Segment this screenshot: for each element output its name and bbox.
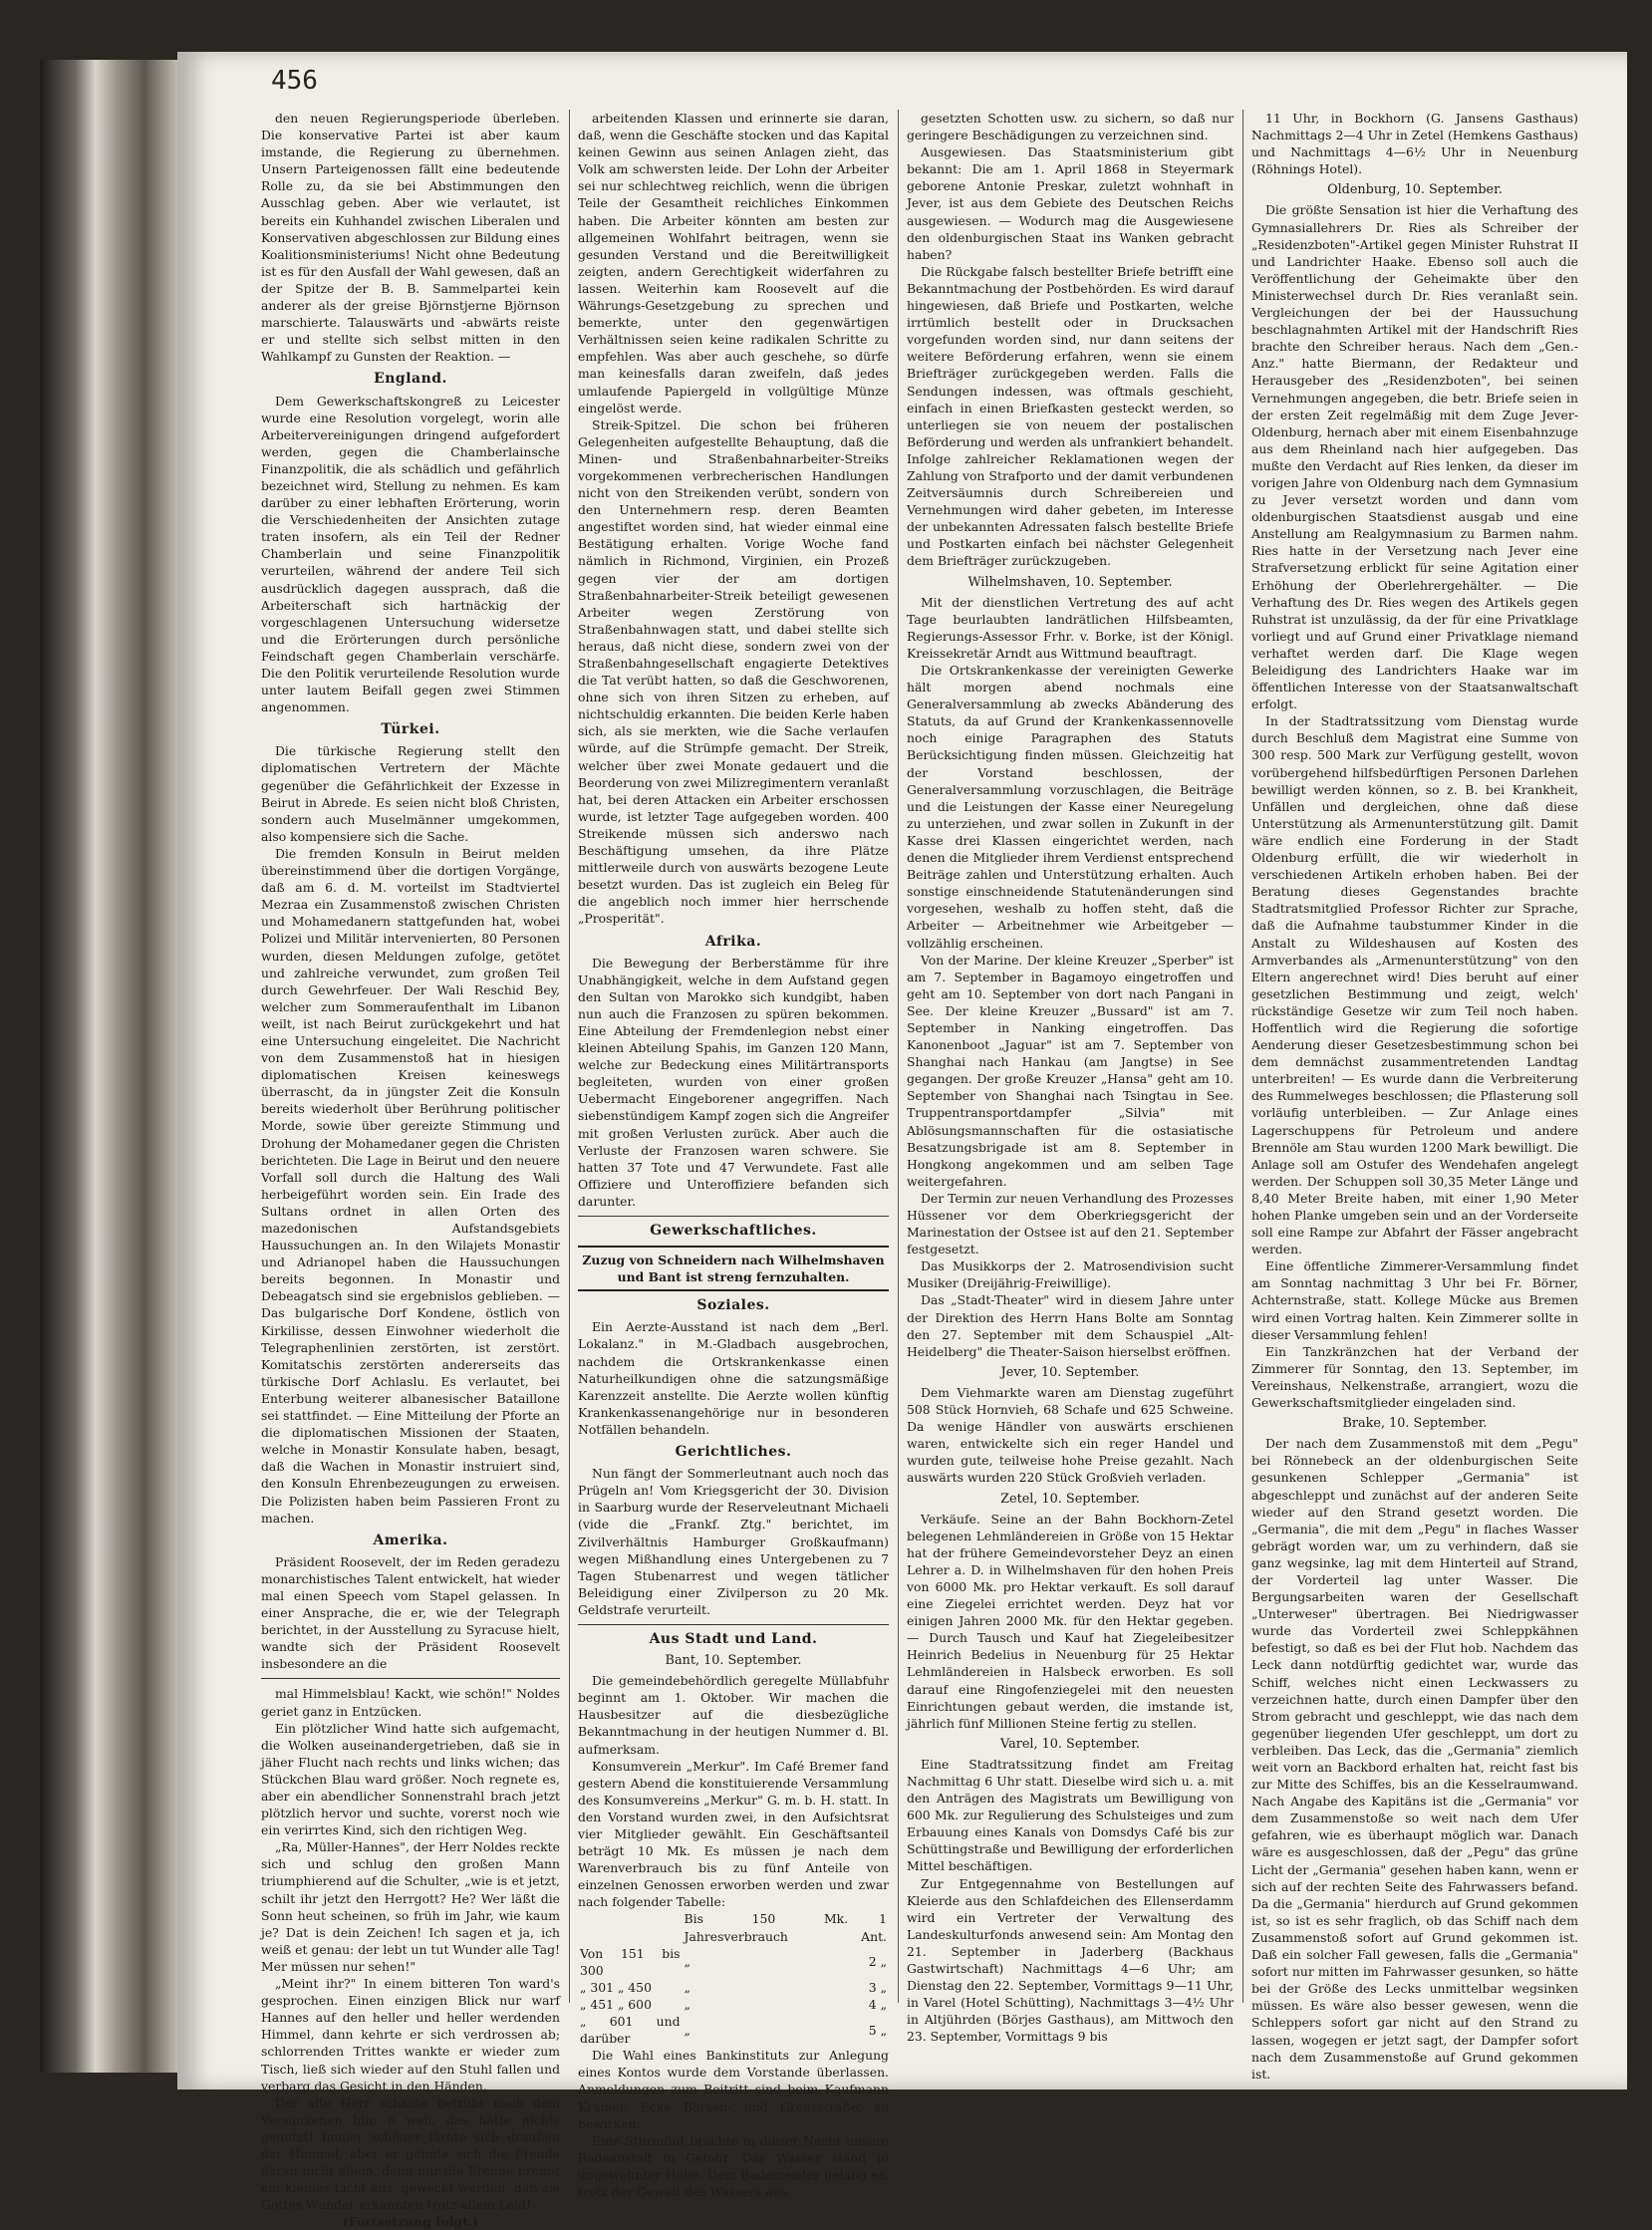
article-paragraph: Ein plötzlicher Wind hatte sich aufgemacht, die Wolken auseinandergetrieben, daß sie in jäher Flucht nach rechts und links wichen; das Stückchen Blau ward größer. Noch regnete es, aber ein abendlicher Sonnenstrahl brach jetzt plötzlich hervor und suchte, vorerst noch wie ein verirrtes Kind, sich den richtigen Weg. xyxy=(261,1720,560,1838)
article-paragraph: „Meint ihr?" In einem bitteren Ton ward's gesprochen. Einen einzigen Blick nur warf Hannes auf den heller und heller werdenden Himmel, dann kehrte er sich verdrossen ab; schlorrenden Trittes wankte er wieder zum Tisch, ließ sich wieder auf den Stuhl fallen und verbarg das Gesicht in den Händen. xyxy=(261,1976,560,2093)
article-paragraph: Ausgewiesen. Das Staatsministerium gibt bekannt: Die am 1. April 1868 in Steyermark geborene Antonie Preskar, zuletzt wohnhaft in Jever, ist aus dem Gebiete des Deutschen Reichs ausgewiesen. — Wodurch mag die Ausgewiesene den oldenburgischen Staat ins Wanken gebracht haben? xyxy=(907,144,1234,262)
dateline: Oldenburg, 10. September. xyxy=(1327,182,1503,198)
article-columns xyxy=(261,110,1611,2230)
table-cell xyxy=(578,1910,683,1944)
dateline: Zetel, 10. September. xyxy=(1000,1491,1140,1507)
section-heading: Amerika. xyxy=(373,1532,448,1548)
article-paragraph: Nun fängt der Sommerleutnant auch noch das Prügeln an! Vom Kriegsgericht der 30. Division in Saarburg wurde der Reserveleutnant Michaeli (vide die „Frankf. Ztg." berichtet, im Zivilverhältnis Hamburger Großkaufmann) wegen Mißhandlung eines Untergebenen zu 7 Tagen Stubenarrest und wegen tätlicher Beleidigung einer Zivilperson zu 20 Mk. Geldstrafe verurteilt. xyxy=(578,1466,889,1617)
section-heading: Aus Stadt und Land. xyxy=(649,1630,818,1647)
table-row xyxy=(578,1996,889,2013)
article-paragraph: Eine Sturmflut brachte in dieser Nacht unsere Badeanstalt in Gefahr. Das Wasser stand in ungewohnter Höhe. Dem Bademeister gelang es, trotz der Gewalt des Wassers aus- xyxy=(578,2132,889,2199)
article-paragraph: 11 Uhr, in Bockhorn (G. Jansens Gasthaus) Nachmittags 2—4 Uhr in Zetel (Hemkens Gasthaus) und Nachmittags 4—6½ Uhr in Neuenburg (Röhnings Hotel). xyxy=(1251,111,1578,177)
table-cell: „ 601 und darüber xyxy=(580,2014,681,2047)
article-paragraph: Die türkische Regierung stellt den diplomatischen Vertretern der Mächte gegenüber die Gefährlichkeit der Exzesse in Beirut in Abrede. Es seien nicht bloß Christen, sondern auch Muselmänner umgekommen, also kompensiere sich die Sache. xyxy=(261,743,560,844)
table-cell: „ xyxy=(684,2022,690,2038)
article-paragraph: Verkäufe. Seine an der Bahn Bockhorn-Zetel belegenen Lehmländereien in Größe von 15 Hektar hat der frühere Gemeindevorsteher Deyz an einen Lehrer a. D. in Wilhelmshaven für den hohen Preis von 6000 Mk. pro Hektar verkauft. Es soll darauf eine Ziegelei errichtet werden. Deyz hat vor einigen Jahren 2000 Mk. für den Hektar gegeben. — Durch Tausch und Kauf hat Ziegeleibesitzer Heinrich Bedelius in Neuenburg für 25 Hektar Lehmländereien in Halsbeck erworben. Es soll darauf eine Ringofenziegelei mit den neuesten Einrichtungen gebaut werden, die imstande ist, jährlich fünf Millionen Steine fertig zu stellen. xyxy=(907,1511,1234,1731)
table-row xyxy=(578,1979,889,1996)
section-rule xyxy=(578,1216,889,1217)
article-paragraph: Die Ortskrankenkasse der vereinigten Gewerke hält morgen abend nochmals eine Generalversammlung ab zwecks Abänderung des Statuts, da auf Grund der Krankenkassennovelle noch einige Paragraphen des Statuts Berücksichtigung finden müssen. Gleichzeitig hat der Vorstand beschlossen, der Generalversammlung vorzuschlagen, die Beiträge und die Leistungen der Kasse einer Neuregelung zu unterziehen, und zwar sollen in Zukunft in der Kasse drei Klassen eingerichtet werden, nach denen die Mitglieder ihrem Verdienst entsprechend Beiträge zahlen und Unterstützung erhalten. Auch sonstige einschneidende Statutenänderungen sind vorgesehen, weshalb zu hoffen steht, daß die Arbeiter — Arbeitnehmer wie Arbeitgeber — vollzählig erscheinen. xyxy=(907,663,1234,951)
table-cell: „ 301 „ 450 xyxy=(580,1979,652,1995)
table-cell: „ xyxy=(684,1979,690,1995)
table-row xyxy=(578,1945,889,1979)
article-paragraph: Das Musikkorps der 2. Matrosendivision sucht Musiker (Dreijährig-Freiwillige). xyxy=(907,1258,1234,1291)
article-paragraph: „Ra, Müller-Hannes", der Herr Noldes reckte sich und schlug den großen Mann triumphierend auf die Schulter, „wie is et jetzt, schilt ihr jetzt den Herrgott? He? Wer läßt die Sonn heut scheinen, so früh im Jahr, wie kaum je? Dat is dein Zeichen! Ich sagen et ja, ich weiß et genau: der lebt un tut Wunder alle Tag! Mer müssen nur sehen!" xyxy=(261,1839,560,1974)
table-row xyxy=(578,1910,889,1944)
article-paragraph: den neuen Regierungsperiode überleben. Die konservative Partei ist aber kaum imstande, die Regierung zu übernehmen. Unsern Parteigenossen fällt eine bedeutende Rolle zu, da sie bei Abstimmungen den Ausschlag geben. Aber wie verlautet, ist bereits ein Kuhhandel zwischen Liberalen und Konservativen abgeschlossen zur Bildung eines Koalitionsministeriums! Nicht ohne Bedeutung ist es für den Ausfall der Wahl gewesen, daß an der Spitze der B. B. Sammelpartei kein anderer als der greise Björnstjerne Björnson marschierte. Talauswärts und -abwärts reiste er und stellte sich selbst mitten in den Wahlkampf zu Gunsten der Reaktion. — xyxy=(261,111,560,365)
article-paragraph: Mit der dienstlichen Vertretung des auf acht Tage beurlaubten landrätlichen Hilfsbeamten, Regierungs-Assessor Frhr. v. Borke, ist der Königl. Kreissekretär Arndt aus Wittmund beauftragt. xyxy=(907,594,1234,661)
article-paragraph: arbeitenden Klassen und erinnerte sie daran, daß, wenn die Geschäfte stocken und das Kapital keinen Gewinn aus seinen Anlagen zieht, das Volk am schwersten leide. Der Lohn der Arbeiter sei nur schlechtweg reichlich, wenn die übrigen Teile der Gesamtheit reichliches Einkommen haben. Die Arbeiter könnten am besten zur allgemeinen Wohlfahrt beitragen, wenn sie gesunden Verstand und die Bereitwilligkeit zeigten, andern Gerechtigkeit widerfahren zu lassen. Weiterhin kam Roosevelt auf die Währungs-Gesetzgebung zu sprechen und bemerkte, unter den gegenwärtigen Verhältnissen seien keine radikalen Schritte zu empfehlen. Was aber auch geschehe, so dürfe man keinesfalls daran zweifeln, daß jedes umlaufende Papiergeld in vollgültige Münze eingelöst werde. xyxy=(578,111,889,416)
table-cell: Bis 150 Mk. Jahresverbrauch xyxy=(684,1911,849,1944)
column-divider xyxy=(569,110,570,2003)
dateline: Wilhelmshaven, 10. September. xyxy=(967,574,1173,590)
continuation-note: (Fortsetzung folgt.) xyxy=(343,2214,478,2230)
section-heading: Gerichtliches. xyxy=(675,1444,792,1461)
table-cell: „ xyxy=(684,1996,690,2012)
section-heading: Türkei. xyxy=(381,721,440,738)
article-paragraph: Ein Tanzkränzchen hat der Verband der Zimmerer für Sonntag, den 13. September, im Vereinshaus, Nelkenstraße, arrangiert, wozu die Gewerkschaftsmitglieder eingeladen sind. xyxy=(1251,1343,1578,1411)
section-heading: England. xyxy=(374,371,447,388)
section-rule xyxy=(578,1624,889,1625)
article-paragraph: In der Stadtratssitzung vom Dienstag wurde durch Beschluß dem Magistrat eine Summe von 300 resp. 500 Mark zur Verfügung gestellt, wovon vorübergehend hilfsbedürftigen Personen Darlehen bewilligt werden können, so z. B. bei Krankheit, Unfällen und dergleichen, ohne daß diese Unterstützung als Armenunterstützung gilt. Damit wäre endlich eine Forderung in der Stadt Oldenburg erfüllt, die wir wiederholt in verschiedenen Artikeln erhoben haben. Bei der Beratung dieses Gegenstandes brachte Stadtratsmitglied Professor Richter zur Sprache, daß die Aufnahme taubstummer Kinder in die Anstalt zu Wildeshausen auf Kosten des Armverbandes als „Armenunterstützung" von den Eltern angerechnet wird! Dies beruht auf einer gesetzlichen Bestimmung und zeigt, welch' rückständige Gesetze wir zum Teil noch haben. Hoffentlich wird die Regierung die sofortige Aenderung dieser Gesetzesbestimmung schon bei dem demnächst zusammentretenden Landtag unterbreiten! — Es wurde dann die Verbreiterung des Rummelweges beschlossen; die Pflasterung soll vorläufig unterbleiben. — Zur Anlage eines Lagerschuppens für Petroleum und andere Brennöle am Stau wurden 1200 Mark bewilligt. Die Anlage soll am Ostufer des Wendehafen angelegt werden. Der Schuppen soll 30,35 Meter Länge und 8,40 Meter Breite haben, mit einer 1,90 Meter hohen Planke umgeben sein und an der Vorderseite soll eine Rampe zur Abfahrt der Fässer angebracht werden. xyxy=(1251,713,1578,1257)
article-paragraph: Die fremden Konsuln in Beirut melden übereinstimmend über die dortigen Vorgänge, daß am 6. d. M. vorteilst im Stadtviertel Mezraa ein Zusammenstoß zwischen Christen und Mohamedanern stattgefunden hat, wobei Polizei und Militär intervenierten, 80 Personen wurden, diesen Meldungen zufolge, getötet und zahlreiche verwundet, zum großen Teil durch Gewehrfeuer. Der Wali Reschid Bey, welcher zum Sommeraufenthalt im Libanon weilt, ist nach Beirut zurückgekehrt und hat eine Untersuchung eingeleitet. Die Nachricht von dem Zusammenstoß hat in hiesigen diplomatischen Kreisen keineswegs überrascht, da in jüngster Zeit die Konsuln bereits wiederholt über Berührung politischer Morde, sowie über gereizte Stimmung und Drohung der Mohamedaner gegen die Christen berichteten. Die Lage in Beirut und den neuere Vorfall soll durch die Haltung des Wali herbeigeführt worden sein. Ein Irade des Sultans ordnet in allen Orten des mazedonischen Aufstandsgebiets Haussuchungen an. In den Wilajets Monastir und Adrianopel haben die Haussuchungen bereits begonnen. In Monastir und Debeagatsch sind sie ergebnislos geblieben. — Das bulgarische Dorf Kondene, östlich von Kirkilisse, dessen Einwohner wiederholt die Telegraphenlinien zerstörten, ist zerstört. Komitatschis zerstörten andererseits das türkische Dorf Achlaslu. Es verlautet, bei Enterbung weiterer albanesischer Bataillone sei stattfindet. — Eine Mitteilung der Pforte an die diplomatischen Missionen der Staaten, welche in Monastir Konsulate haben, besagt, daß die Wachen in Monastir instruiert sind, den Konsuln Ehrenbezeugungen zu erweisen. Die Polizisten haben beim Passieren Front zu machen. xyxy=(261,845,560,1526)
column-divider xyxy=(898,110,899,2003)
dateline: Brake, 10. September. xyxy=(1342,1416,1488,1432)
article-paragraph: Eine öffentliche Zimmerer-Versammlung findet am Sonntag nachmittag 3 Uhr bei Fr. Börner, Achternstraße, statt. Kollege Mücke aus Bremen wird einen Vortrag halten. Kein Zimmerer sollte in dieser Versammlung fehlen! xyxy=(1251,1258,1578,1342)
article-paragraph: Ein Aerzte-Ausstand ist nach dem „Berl. Lokalanz." in M.-Gladbach ausgebrochen, nachdem die Ortskrankenkasse einen Naturheilkundigen ohne die satzungsmäßige Karenzzeit anstellte. Die Aerzte wollen künftig Krankenkassenangehörige nur in besonderen Notfällen behandeln. xyxy=(578,1319,889,1437)
page-number: 456 xyxy=(271,66,318,96)
column-1 xyxy=(261,110,560,2230)
article-paragraph: Die Bewegung der Berberstämme für ihre Unabhängigkeit, welche in dem Aufstand gegen den Sultan von Marokko sich kundgibt, haben nun auch die Franzosen zu spüren bekommen. Eine Abteilung der Fremdenlegion nebst einer kleinen Abteilung Spahis, im Ganzen 120 Mann, welche zur Bedeckung eines Militärtransports begleiteten, wurden von einer großen Uebermacht Eingeborener angegriffen. Nach siebenstündigem Kampf zogen sich die Angreifer mit großen Verlusten zurück. Aber auch die Verluste der Franzosen waren schwere. Sie hatten 37 Tote und 47 Verwundete. Fast alle Offiziere und Unteroffiziere befanden sich darunter. xyxy=(578,955,889,1209)
section-rule xyxy=(261,1678,560,1679)
article-paragraph: Streik-Spitzel. Die schon bei früheren Gelegenheiten aufgestellte Behauptung, daß die Minen- und Straßenbahnarbeiter-Streiks vorgekommenen verbrecherischen Handlungen nicht von den Streikenden verübt, sondern von den Unternehmern resp. deren Beamten angestiftet worden sind, hat wieder einmal eine Bestätigung erhalten. Vorige Woche fand nämlich in Richmond, Virginien, ein Prozeß gegen vier der am dortigen Straßenbahnarbeiter-Streik beteiligt gewesenen Arbeiter wegen Zerstörung von Straßenbahnwagen statt, und dabei stellte sich heraus, daß nicht diese, sondern zwei von der Straßenbahngesellschaft engagierte Detektives die Tat verübt hatten, so daß die Geschworenen, ohne sich von ihren Sitzen zu erheben, auf nichtschuldig erkannten. Die beiden Kerle haben sich, als sie merkten, wie die Sache verlaufen würde, auf die Strümpfe gemacht. Der Streik, welcher über zwei Monate gedauert und die Beorderung von zwei Milizregimentern veranlaßt hat, bei deren Attacken ein Arbeiter erschossen wurde, ist letzter Tage aufgegeben worden. 400 Streikende müssen sich anderswo nach Beschäftigung umsehen, da ihre Plätze mittlerweile durch von auswärts bezogene Leute besetzt wurden. Das ist zugleich ein Beleg für die angeblich noch immer hier herrschende „Prosperität". xyxy=(578,417,889,927)
article-paragraph: Präsident Roosevelt, der im Reden geradezu monarchistisches Talent entwickelt, hat wieder mal einen Speech vom Stapel gelassen. In einer Ansprache, die er, wie der Telegraph berichtet, in der Ausstellung zu Syracuse hielt, wandte sich der Präsident Roosevelt insbesondere an die xyxy=(261,1553,560,1672)
table-cell: 5 „ xyxy=(868,2022,887,2038)
table-cell: 2 „ xyxy=(868,1954,887,1970)
article-paragraph: Das „Stadt-Theater" wird in diesem Jahre unter der Direktion des Herrn Hans Bolte am Sonntag den 27. September mit dem Schauspiel „Alt-Heidelberg" die Theater-Saison hierselbst eröffnen. xyxy=(907,1292,1234,1359)
dateline: Jever, 10. September. xyxy=(1000,1364,1140,1380)
column-4 xyxy=(1251,110,1578,2082)
column-divider xyxy=(1242,110,1243,2003)
dateline: Bant, 10. September. xyxy=(665,1653,802,1669)
section-heading: Soziales. xyxy=(696,1297,770,1314)
article-paragraph: Der Termin zur neuen Verhandlung des Prozesses Hüssener vor dem Oberkriegsgericht der Marinestation der Ostsee ist auf den 21. September festgesetzt. xyxy=(907,1190,1234,1257)
article-paragraph: Der alte Herr schaute betrübt nach dem Versunkenen hin: o weh, das hatte nichts genutzt! Immer schöner färbte sich draußen der Himmel, aber er gönnte sich die Freude daran nicht allein, denn nur die Freude brennt ein kleines Licht aus, geweckt werden, daß sie Gottes Wunder erkannten trotz allem Leid! xyxy=(261,2094,560,2213)
article-paragraph: Die Rückgabe falsch bestellter Briefe betrifft eine Bekanntmachung der Postbehörden. Es wird darauf hingewiesen, daß Briefe und Postkarten, welche irrtümlich bestellt oder in Drucksachen vorgefunden worden sind, nur dann seitens der weitere Beförderung erfahren, wenn sie einem Briefträger zurückgegeben werden. Falls die Sendungen indessen, was oftmals geschieht, einfach in einen Briefkasten gesteckt werden, so unterliegen sie von neuem der postalischen Beförderung und werden als unfrankiert behandelt. Infolge zahlreicher Reklamationen wegen der Zahlung von Strafporto und der damit verbundenen Zeitversäumnis durch Schreibereien und Vernehmungen wird daher gebeten, im Interesse der unbekannten Adressaten falsch bestellte Briefe und Postkarten einfach bei nächster Gelegenheit dem Briefträger zurückzugeben. xyxy=(907,263,1234,569)
column-3 xyxy=(907,110,1234,2045)
table-cell: „ xyxy=(684,1954,690,1970)
table-cell: 3 „ xyxy=(868,1979,887,1995)
share-table xyxy=(578,1910,889,2047)
table-cell: 4 „ xyxy=(868,1996,887,2012)
article-paragraph: Die größte Sensation ist hier die Verhaftung des Gymnasiallehrers Dr. Ries als Schreiber der „Residenzboten"-Artikel gegen Minister Ruhstrat II und Landrichter Haake. Ebenso soll auch die Veröffentlichung der Geheimakte über den Ministerwechsel durch Dr. Ries veranlaßt sein. Vergleichungen der bei der Haussuchung beschlagnahmten Artikel mit der Handschrift Ries brachte den Schreiber heraus. Nach dem „Gen.-Anz." hatte Biermann, der Redakteur und Herausgeber des „Residenzboten", bei seinen Vernehmungen angegeben, die betr. Briefe seien in der ersten Zeit regelmäßig mit dem Zuge Jever-Oldenburg, hernach aber mit einem Eisenbahnzuge aus dem Rheinland nach hier aufgegeben. Das mußte den Verdacht auf Ries lenken, da dieser im vorigen Jahre von Oldenburg nach dem Gymnasium zu Jever versetzt worden und dann vom oldenburgischen Staatsdienst ausgab und eine Anstellung am Realgymnasium zu Barmen nahm. Ries hatte in der Versetzung nach Jever eine Strafversetzung erblickt für seine Agitation einer Erhöhung der Oberlehrergehälter. — Die Verhaftung des Dr. Ries wegen des Artikels gegen Ruhstrat ist unzulässig, da der für eine Privatklage vorliegt und auf Grund einer Privatklage niemand verhaftet werden darf. Die Klage wegen Beleidigung des Landrichters Haake war im öffentlichen Interesse von der Staatsanwaltschaft erfolgt. xyxy=(1251,202,1578,712)
table-row xyxy=(578,2013,889,2047)
article-paragraph: Zur Entgegennahme von Bestellungen auf Kleierde aus den Schlafdeichen des Ellenserdamm wird ein Vertreter der Verwaltung des Landeskulturfonds anwesend sein: Am Montag den 21. September in Jaderberg (Backhaus Gastwirtschaft) Nachmittags 4—6 Uhr; am Dienstag den 22. September, Vormittags 9—11 Uhr, in Varel (Hotel Schütting), Nachmittags 3—4½ Uhr in Altjührden (Börjes Gasthaus), am Mittwoch den 23. September, Vormittags 9 bis xyxy=(907,1875,1234,2045)
dateline: Varel, 10. September. xyxy=(1000,1736,1140,1752)
section-heading: Afrika. xyxy=(704,933,762,950)
book-spine xyxy=(40,60,179,2073)
article-paragraph: Von der Marine. Der kleine Kreuzer „Sperber" ist am 7. September in Bagamoyo eingetroffen und geht am 10. September von dort nach Pangani in See. Der kleine Kreuzer „Bussard" ist am 7. September in Nanking eingetroffen. Das Kanonenboot „Jaguar" ist am 7. September von Shanghai nach Hankau (am Jangtse) in See gegangen. Der große Kreuzer „Hansa" geht am 10. September von Shanghai nach Tsingtau in See. Truppentransportdampfer „Silvia" mit Ablösungsmannschaften für die ostasiatische Besatzungsbrigade ist am 8. September in Hongkong angekommen und am selben Tage weitergefahren. xyxy=(907,952,1234,1189)
article-paragraph: mal Himmelsblau! Kackt, wie schön!" Noldes geriet ganz in Entzücken. xyxy=(261,1686,560,1719)
article-paragraph: Dem Viehmarkte waren am Dienstag zugeführt 508 Stück Hornvieh, 68 Schafe und 625 Schweine. Da wenige Händler von auswärts erschienen waren, entwickelte sich ein reger Handel und wurden gute, teilweise hohe Preise gezahlt. Nach auswärts wurden 220 Stück Großvieh verladen. xyxy=(907,1384,1234,1486)
column-2 xyxy=(578,110,889,2199)
article-paragraph: Konsumverein „Merkur". Im Café Bremer fand gestern Abend die konstituierende Versammlung des Konsumvereins „Merkur" G. m. b. H. statt. In den Vorstand wurden zwei, in den Aufsichtsrat vier Mitglieder gewählt. Ein Geschäftsanteil beträgt 10 Mk. Es müssen je nach dem Warenverbrauch bis zu fünf Anteile von einzelnen Genossen erworben werden und zwar nach folgender Tabelle: xyxy=(578,1758,889,1910)
table-cell: „ 451 „ 600 xyxy=(580,1996,652,2012)
notice-box: Zuzug von Schneidern nach Wilhelmshaven und Bant ist streng fernzuhalten. xyxy=(578,1246,889,1291)
article-paragraph: Dem Gewerkschaftskongreß zu Leicester wurde eine Resolution vorgelegt, worin alle Arbeitervereinigungen dringend aufgefordert werden, gegen die Chamberlainsche Finanzpolitik, die als schädlich und gefährlich bezeichnet wird, Stellung zu nehmen. Es kam darüber zu einer lebhaften Erörterung, worin die Verschiedenheiten der Ansichten zutage traten insofern, als ein Teil der Redner Chamberlain und seine Finanzpolitik verurteilen, während der andere Teil sich ausdrücklich dagegen aussprach, daß die Arbeiterschaft sich hartnäckig der vorgeschlagenen Untersuchung widersetze und die Erörterungen durch persönliche Feindschaft gegen Chamberlain verschärfe. Die den Politik verurteilende Resolution wurde unter lautem Beifall gegen zwei Stimmen angenommen. xyxy=(261,393,560,715)
article-paragraph: Die gemeindebehördlich geregelte Müllabfuhr beginnt am 1. Oktober. Wir machen die Hausbesitzer auf die diesbezügliche Bekanntmachung in der heutigen Nummer d. Bl. aufmerksam. xyxy=(578,1673,889,1757)
table-cell: Von 151 bis 300 xyxy=(580,1945,681,1978)
article-paragraph: Die Wahl eines Bankinstituts zur Anlegung eines Kontos wurde dem Vorstande überlassen. Anmeldungen zum Beitritt sind beim Kaufmann Kramer, Ecke Börsen- und Grenzstraße, zu bewirken. xyxy=(578,2048,889,2131)
article-paragraph: Der nach dem Zusammenstoß mit dem „Pegu" bei Rönnebeck an der oldenburgischen Seite gesunkenen Schlepper „Germania" ist abgeschleppt und zunächst auf der anderen Seite wieder auf den Strand gesetzt worden. Die „Germania", die mit dem „Pegu" in flaches Wasser gebrägt worden war, um zu verhindern, daß sie ganz wegsinke, lag mit dem Hinterteil auf Strand, der Vorderteil lag unter Wasser. Die Bergungsarbeiten waren der Gesellschaft „Unterweser" übertragen. Bei Niedrigwasser wurde das Vorderteil zwei Schleppkähnen befestigt, so daß es bei der Flut hob. Nachdem das Leck dann notdürftig gedichtet war, wurde das Schiff, welches nicht einen Leckwassers zu verzeichnen hatte, durch einen Dampfer über den Strom gebracht und geschleppt, wie das nach dem gegenüber liegenden Ufer geschleppt, um dort zu verbleiben. Das Leck, das die „Germania" ziemlich weit vorn an Backbord erhalten hat, reicht fast bis zur Mitte des Schiffes, bis an die Kesselraumwand. Nach Angabe des Kapitäns ist die „Germania" vor dem Zusammenstoße so weit nach dem Ufer gefahren, wie es überhaupt möglich war. Danach wäre es ausgeschlossen, daß der „Pegu" das grüne Licht der „Germania" gesehen haben kann, wenn er sich auf der rechten Seite des Fahrwassers befand. Da die „Germania" hierdurch auf Grund gekommen ist, so ist es sehr fraglich, ob das Schiff nach dem Zusammenstoß sofort auf Grund gekommen ist. Daß ein solcher Fall gewesen, falls die „Germania" sofort nur mitten im Fahrwasser gesunken, so hätte bei der Größe des Lecks unmittelbar wegsinken müssen. Es wäre also besser gewesen, wenn die Schleppers sofort gar nicht auf den Strand zu lassen, wogegen er jetzt sagt, der Dampfer sofort nach dem Zusammenstoße auf Grund gekommen ist. xyxy=(1251,1436,1578,2082)
table-cell: 1 Ant. xyxy=(861,1911,887,1944)
article-paragraph: Eine Stadtratssitzung findet am Freitag Nachmittag 6 Uhr statt. Dieselbe wird sich u. a. mit den Anträgen des Magistrats um Bewilligung von 600 Mk. zur Regulierung des Schulsteiges und zum Erbauung eines Kanals von Domsdys Café bis zur Schüttingstraße und Bewilligung der erforderlichen Mittel beschäftigen. xyxy=(907,1756,1234,1874)
article-paragraph: gesetzten Schotten usw. zu sichern, so daß nur geringere Beschädigungen zu verzeichnen sind. xyxy=(907,111,1234,143)
section-heading: Gewerkschaftliches. xyxy=(650,1223,817,1239)
